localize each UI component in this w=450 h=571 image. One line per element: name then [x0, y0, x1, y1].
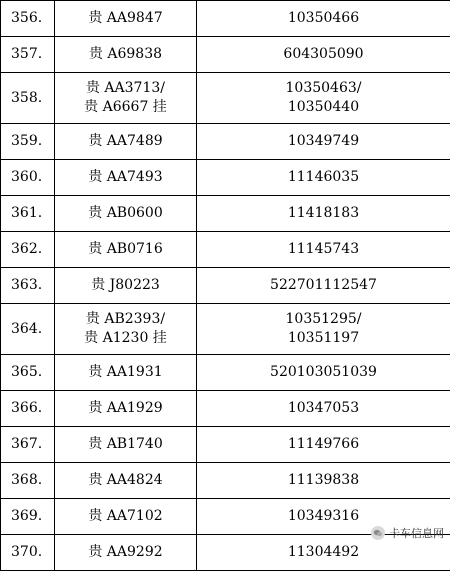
- code-cell: [197, 268, 450, 304]
- plate-cell: [55, 124, 197, 160]
- watermark: [371, 525, 444, 541]
- table-row: [1, 427, 450, 463]
- code-cell: [197, 427, 450, 463]
- code-number: 11146035: [197, 168, 450, 187]
- code-cell: [197, 391, 450, 427]
- code-cell: [197, 463, 450, 499]
- code-cell: [197, 37, 450, 73]
- plate-cell: [55, 1, 197, 37]
- row-number: 365.: [1, 355, 55, 391]
- row-number: 362.: [1, 232, 55, 268]
- plate-number: 贵 AB0716: [55, 240, 196, 259]
- watermark-text: 卡车信息网: [389, 525, 444, 541]
- code-cell: [197, 160, 450, 196]
- plate-cell: [55, 268, 197, 304]
- code-cell: [197, 73, 450, 124]
- plate-cell: [55, 355, 197, 391]
- code-number: 10350440: [197, 98, 450, 117]
- plate-cell: [55, 160, 197, 196]
- plate-number: 贵 AB0600: [55, 204, 196, 223]
- vehicle-table-body: [1, 1, 450, 571]
- code-cell: [197, 355, 450, 391]
- table-row: [1, 160, 450, 196]
- plate-number: 贵 A6667 挂: [55, 98, 196, 117]
- code-number: 522701112547: [197, 276, 450, 295]
- plate-cell: [55, 391, 197, 427]
- plate-number: 贵 AA1931: [55, 363, 196, 382]
- plate-cell: [55, 196, 197, 232]
- row-number: 368.: [1, 463, 55, 499]
- plate-cell: [55, 427, 197, 463]
- code-number: 11139838: [197, 471, 450, 490]
- table-row: [1, 232, 450, 268]
- row-number: 358.: [1, 73, 55, 124]
- table-row: [1, 304, 450, 355]
- code-number: 10351197: [197, 329, 450, 348]
- row-number: 367.: [1, 427, 55, 463]
- plate-cell: [55, 499, 197, 535]
- row-number: 366.: [1, 391, 55, 427]
- plate-cell: [55, 304, 197, 355]
- code-cell: [197, 304, 450, 355]
- plate-cell: [55, 535, 197, 571]
- row-number: 363.: [1, 268, 55, 304]
- row-number: 357.: [1, 37, 55, 73]
- plate-number: 贵 A1230 挂: [55, 329, 196, 348]
- code-number: 10351295/: [197, 310, 450, 329]
- table-row: [1, 463, 450, 499]
- row-number: 359.: [1, 124, 55, 160]
- plate-cell: [55, 73, 197, 124]
- plate-cell: [55, 463, 197, 499]
- code-number: 10350463/: [197, 79, 450, 98]
- plate-number: 贵 AA4824: [55, 471, 196, 490]
- row-number: 364.: [1, 304, 55, 355]
- table-row: [1, 73, 450, 124]
- plate-number: 贵 AA3713/: [55, 79, 196, 98]
- plate-cell: [55, 37, 197, 73]
- plate-number: 贵 J80223: [55, 276, 196, 295]
- plate-cell: [55, 232, 197, 268]
- plate-number: 贵 AA1929: [55, 399, 196, 418]
- plate-number: 贵 A69838: [55, 45, 196, 64]
- code-number: 11304492: [197, 543, 450, 562]
- code-number: 604305090: [197, 45, 450, 64]
- plate-number: 贵 AA9292: [55, 543, 196, 562]
- code-cell: [197, 1, 450, 37]
- code-number: 11145743: [197, 240, 450, 259]
- code-number: 10350466: [197, 9, 450, 28]
- row-number: 361.: [1, 196, 55, 232]
- table-row: [1, 124, 450, 160]
- code-number: 10347053: [197, 399, 450, 418]
- plate-number: 贵 AA7493: [55, 168, 196, 187]
- row-number: 356.: [1, 1, 55, 37]
- row-number: 360.: [1, 160, 55, 196]
- plate-number: 贵 AB1740: [55, 435, 196, 454]
- code-cell: [197, 196, 450, 232]
- wechat-icon: [371, 526, 385, 540]
- row-number: 369.: [1, 499, 55, 535]
- code-number: 520103051039: [197, 363, 450, 382]
- plate-number: 贵 AB2393/: [55, 310, 196, 329]
- code-cell: [197, 232, 450, 268]
- code-number: 10349316: [197, 507, 450, 526]
- code-cell: [197, 124, 450, 160]
- code-number: 10349749: [197, 132, 450, 151]
- table-row: [1, 355, 450, 391]
- table-row: [1, 196, 450, 232]
- plate-number: 贵 AA9847: [55, 9, 196, 28]
- code-number: 11418183: [197, 204, 450, 223]
- table-row: [1, 1, 450, 37]
- table-row: [1, 37, 450, 73]
- table-row: [1, 268, 450, 304]
- plate-number: 贵 AA7102: [55, 507, 196, 526]
- plate-number: 贵 AA7489: [55, 132, 196, 151]
- table-row: [1, 391, 450, 427]
- row-number: 370.: [1, 535, 55, 571]
- code-number: 11149766: [197, 435, 450, 454]
